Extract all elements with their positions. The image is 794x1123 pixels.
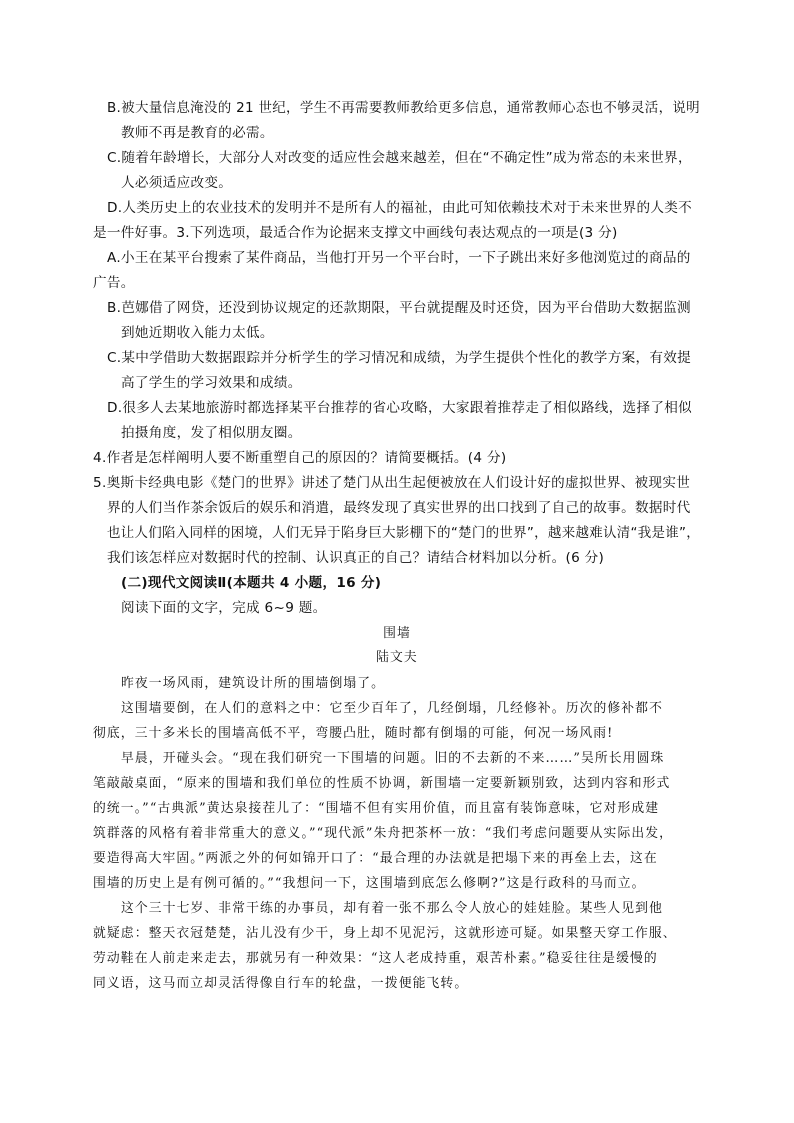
story-paragraph-line: 昨夜一场风雨，建筑设计所的围墙倒塌了。	[121, 676, 386, 691]
q3-option-b-line2: 到她近期收入能力太低。	[121, 325, 274, 341]
q2-option-d-line1: D.人类历史上的农业技术的发明并不是所有人的福祉，由此可知依赖技术对于未来世界的人类不	[107, 200, 693, 216]
q3-option-a-line2: 广告。	[93, 275, 135, 291]
question-5-line2: 界的人们当作茶余饭后的娱乐和消遣，最终发现了真实世界的出口找到了自己的故事。数据时代	[107, 500, 691, 516]
question-5-line4: 我们该怎样应对数据时代的控制、认识真正的自己？请结合材料加以分析。(6 分)	[107, 550, 605, 566]
story-paragraph-line: 这个三十七岁、非常干练的办事员，却有着一张不那么令人放心的娃娃脸。某些人见到他	[121, 901, 663, 916]
story-paragraph-line: 劳动鞋在人前走来走去，那就另有一种效果：“这人老成持重，艰苦朴素。”稳妥往往是缓慢的	[93, 951, 658, 966]
question-4: 4.作者是怎样阐明人要不断重塑自己的原因的？请简要概括。(4 分)	[93, 450, 507, 466]
story-paragraph-line: 围墙的历史上是有例可循的。”“我想问一下，这围墙到底怎么修啊?”这是行政科的马而立。	[93, 876, 646, 891]
q2-option-c-line1: C.随着年龄增长，大部分人对改变的适应性会越来越差，但在“不确定性”成为常态的未来世界，	[107, 150, 692, 166]
section-heading: (二)现代文阅读Ⅱ(本题共 4 小题，16 分)	[121, 575, 382, 591]
story-paragraph-line: 就疑虑：整天衣冠楚楚，沾儿没有少干，身上却不见泥污，这就形迹可疑。如果整天穿工作服、	[93, 926, 677, 941]
q3-option-d-line2: 拍摄角度，发了相似朋友圈。	[121, 425, 302, 441]
story-paragraph-line: 的统一。”“古典派”黄达泉接茬儿了：“围墙不但有实用价值，而且富有装饰意味，它对形成建	[93, 801, 660, 816]
q2-option-b-line1: B.被大量信息淹没的 21 世纪，学生不再需要教师教给更多信息，通常教师心态也不够灵活，说明	[107, 100, 700, 116]
q2-option-c-line2: 人必须适应改变。	[121, 175, 233, 191]
q3-option-d-line1: D.很多人去某地旅游时都选择某平台推荐的省心攻略，大家跟着推荐走了相似路线，选择了相似	[107, 400, 693, 416]
story-paragraph-line: 筑群落的风格有着非常重大的意义。”“现代派”朱舟把茶杯一放：“我们考虑问题要从实际出发，	[93, 826, 674, 841]
q3-option-b-line1: B.芭娜借了网贷，还没到协议规定的还款期限，平台就提醒及时还贷，因为平台借助大数据监测	[107, 300, 691, 316]
question-5-line1: 5.奥斯卡经典电影《楚门的世界》讲述了楚门从出生起便被放在人们设计好的虚拟世界、被现实世	[93, 475, 691, 491]
story-paragraph-line: 同义语，这马而立却灵活得像自行车的轮盘，一拨便能飞转。	[93, 976, 469, 991]
q2-option-d-line2: 是一件好事。3.下列选项，最适合作为论据来支撑文中画线句表达观点的一项是(3 分)	[93, 225, 618, 241]
question-5-line3: 也让人们陷入同样的困境，人们无异于陷身巨大影棚下的“楚门的世界”，越来越难认清“我是谁”，	[107, 525, 701, 541]
story-paragraph-line: 笔敲敲桌面，“原来的围墙和我们单位的性质不协调，新围墙一定要新颖别致，达到内容和形式	[93, 776, 671, 791]
section-instruction: 阅读下面的文字，完成 6~9 题。	[121, 600, 327, 616]
story-author: 陆文夫	[376, 650, 418, 665]
story-title: 围墙	[383, 626, 411, 641]
story-paragraph-line: 这围墙要倒，在人们的意料之中：它至少百年了，几经倒塌，几经修补。历次的修补都不	[121, 701, 663, 716]
story-paragraph-line: 彻底，三十多米长的围墙高低不平，弯腰凸肚，随时都有倒塌的可能，何况一场风雨!	[93, 726, 614, 741]
story-paragraph-line: 要造得高大牢固。”两派之外的何如锦开口了：“最合理的办法就是把塌下来的再垒上去，这在	[93, 851, 658, 866]
q3-option-a-line1: A.小王在某平台搜索了某件商品，当他打开另一个平台时，一下子跳出来好多他浏览过的商品的	[107, 250, 691, 266]
q3-option-c-line1: C.某中学借助大数据跟踪并分析学生的学习情况和成绩，为学生提供个性化的教学方案，有效提	[107, 350, 692, 366]
q3-option-c-line2: 高了学生的学习效果和成绩。	[121, 375, 302, 391]
story-paragraph-line: 早晨，开碰头会。“现在我们研究一下围墙的问题。旧的不去新的不来……”吴所长用圆珠	[121, 751, 665, 766]
q2-option-b-line2: 教师不再是教育的必需。	[121, 125, 274, 141]
